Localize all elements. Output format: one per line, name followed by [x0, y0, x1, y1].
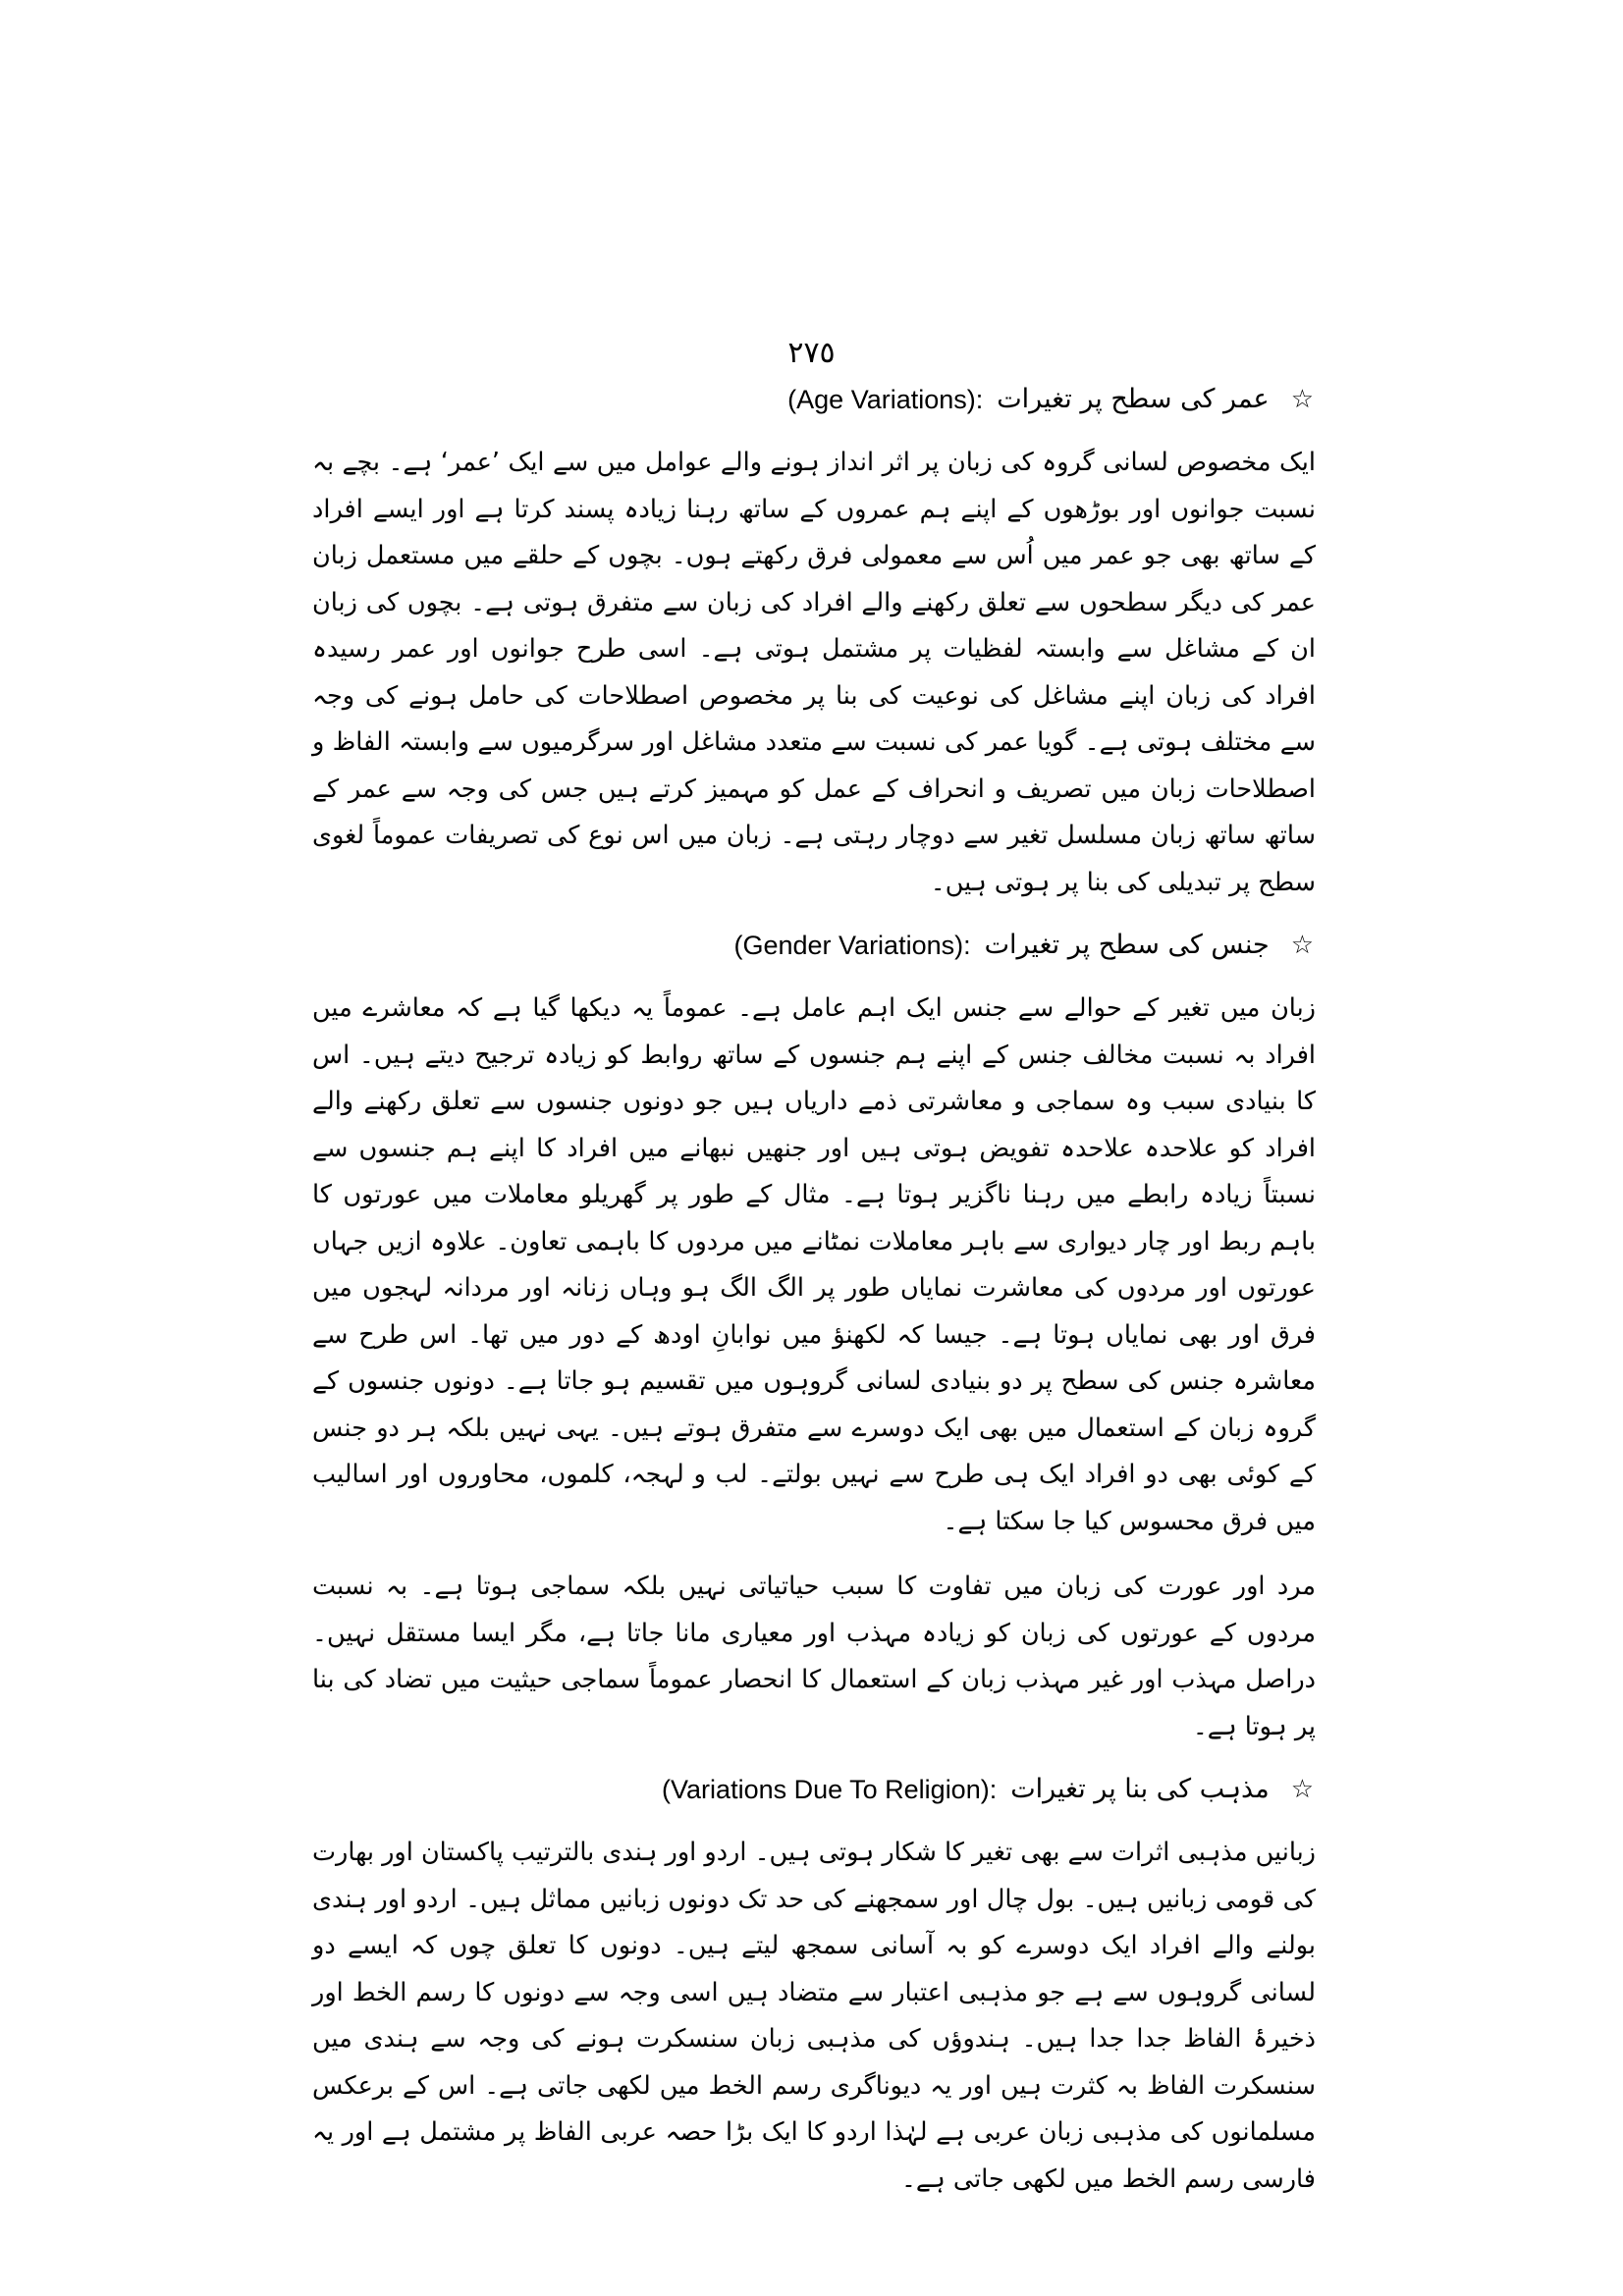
paragraph-religion: زبانیں مذہبی اثرات سے بھی تغیر کا شکار ہوتی ہیں۔ اردو اور ہندی بالترتیب پاکستان اور بھارت کی قومی زبانیں ہیں۔ بول چال اور سمجھنے کی حد تک دونوں زبانیں مماثل ہیں۔ اردو اور ہندی بولنے والے افراد ایک دوسرے کو بہ آسانی سمجھ لیتے ہیں۔ دونوں کا تعلق چوں کہ ایسے دو لسانی گروہوں سے ہے جو مذہبی اعتبار سے متضاد ہیں اسی وجہ سے دونوں کا رسم الخط اور ذخیرۂ الفاظ جدا جدا ہیں۔ ہندوؤں کی مذہبی زبان سنسکرت ہونے کی وجہ سے ہندی میں سنسکرت الفاظ بہ کثرت ہیں اور یہ دیوناگری رسم الخط میں لکھی جاتی ہے۔ اس کے برعکس مسلمانوں کی مذہبی زبان عربی ہے لہٰذا اردو کا ایک بڑا حصہ عربی الفاظ پر مشتمل ہے اور یہ فارسی رسم الخط میں لکھی جاتی ہے۔	[312, 1838, 1316, 2194]
section-heading-urdu: جنس کی سطح پر تغیرات	[984, 930, 1270, 960]
section-heading-urdu: مذہب کی بنا پر تغیرات	[1010, 1774, 1270, 1804]
paragraph-gender-2: مرد اور عورت کی زبان میں تفاوت کا سبب حیاتیاتی نہیں بلکہ سماجی ہوتا ہے۔ بہ نسبت مردوں کے عورتوں کی زبان کو زیادہ مہذب اور معیاری مانا جاتا ہے، مگر ایسا مستقل نہیں۔ دراصل مہذب اور غیر مہذب زبان کے استعمال کا انحصار عموماً سماجی حیثیت میں تضاد کی بنا پر ہوتا ہے۔	[312, 1572, 1316, 1741]
star-icon: ☆	[1290, 1775, 1314, 1804]
section-heading-age	[312, 379, 1316, 420]
page-number: ٢٧٥	[787, 336, 836, 370]
paragraph-gender-1: زبان میں تغیر کے حوالے سے جنس ایک اہم عامل ہے۔ عموماً یہ دیکھا گیا ہے کہ معاشرے میں افراد بہ نسبت مخالف جنس کے اپنے ہم جنسوں کے ساتھ روابط کو زیادہ ترجیح دیتے ہیں۔ اس کا بنیادی سبب وہ سماجی و معاشرتی ذمے داریاں ہیں جو دونوں جنسوں سے تعلق رکھنے والے افراد کو علاحدہ علاحدہ تفویض ہوتی ہیں اور جنھیں نبھانے میں افراد کا اپنے ہم جنسوں سے نسبتاً زیادہ رابطے میں رہنا ناگزیر ہوتا ہے۔ مثال کے طور پر گھریلو معاملات میں عورتوں کا باہم ربط اور چار دیواری سے باہر معاملات نمٹانے میں مردوں کا باہمی تعاون۔ علاوہ ازیں جہاں عورتوں اور مردوں کی معاشرت نمایاں طور پر الگ الگ ہو وہاں زنانہ اور مردانہ لہجوں میں فرق اور بھی نمایاں ہوتا ہے۔ جیسا کہ لکھنؤ میں نوابانِ اودھ کے دور میں تھا۔ اس طرح سے معاشرہ جنس کی سطح پر دو بنیادی لسانی گروہوں میں تقسیم ہو جاتا ہے۔ دونوں جنسوں کے گروہ زبان کے استعمال میں بھی ایک دوسرے سے متفرق ہوتے ہیں۔ یہی نہیں بلکہ ہر دو جنس کے کوئی بھی دو افراد ایک ہی طرح سے نہیں بولتے۔ لب و لہجہ، کلموں، محاوروں اور اسالیب میں فرق محسوس کیا جا سکتا ہے۔	[312, 993, 1316, 1536]
section-heading-gender	[312, 925, 1316, 966]
section-heading-urdu: عمر کی سطح پر تغیرات	[997, 384, 1270, 414]
section-heading-english: (Age Variations):	[787, 385, 984, 414]
section-heading-religion	[312, 1769, 1316, 1810]
section-heading-english: (Variations Due To Religion):	[662, 1775, 998, 1804]
section-heading-english: (Gender Variations):	[733, 931, 971, 960]
paragraph-age: ایک مخصوص لسانی گروہ کی زبان پر اثر انداز ہونے والے عوامل میں سے ایک ’عمر‘ ہے۔ بچے بہ نسبت جوانوں اور بوڑھوں کے اپنے ہم عمروں کے ساتھ رہنا زیادہ پسند کرتا ہے اور ایسے افراد کے ساتھ بھی جو عمر میں اُس سے معمولی فرق رکھتے ہوں۔ بچوں کے حلقے میں مستعمل زبان عمر کی دیگر سطحوں سے تعلق رکھنے والے افراد کی زبان سے متفرق ہوتی ہے۔ بچوں کی زبان ان کے مشاغل سے وابستہ لفظیات پر مشتمل ہوتی ہے۔ اسی طرح جوانوں اور عمر رسیدہ افراد کی زبان اپنے مشاغل کی نوعیت کی بنا پر مخصوص اصطلاحات کی حامل ہونے کی وجہ سے مختلف ہوتی ہے۔ گویا عمر کی نسبت سے متعدد مشاغل اور سرگرمیوں سے وابستہ الفاظ و اصطلاحات زبان میں تصریف و انحراف کے عمل کو مہمیز کرتے ہیں جس کی وجہ سے عمر کے ساتھ ساتھ زبان مسلسل تغیر سے دوچار رہتی ہے۔ زبان میں اس نوع کی تصریفات عموماً لغوی سطح پر تبدیلی کی بنا پر ہوتی ہیں۔	[312, 448, 1316, 897]
star-icon: ☆	[1290, 931, 1314, 960]
page-content	[312, 379, 1316, 2203]
star-icon: ☆	[1290, 385, 1314, 414]
